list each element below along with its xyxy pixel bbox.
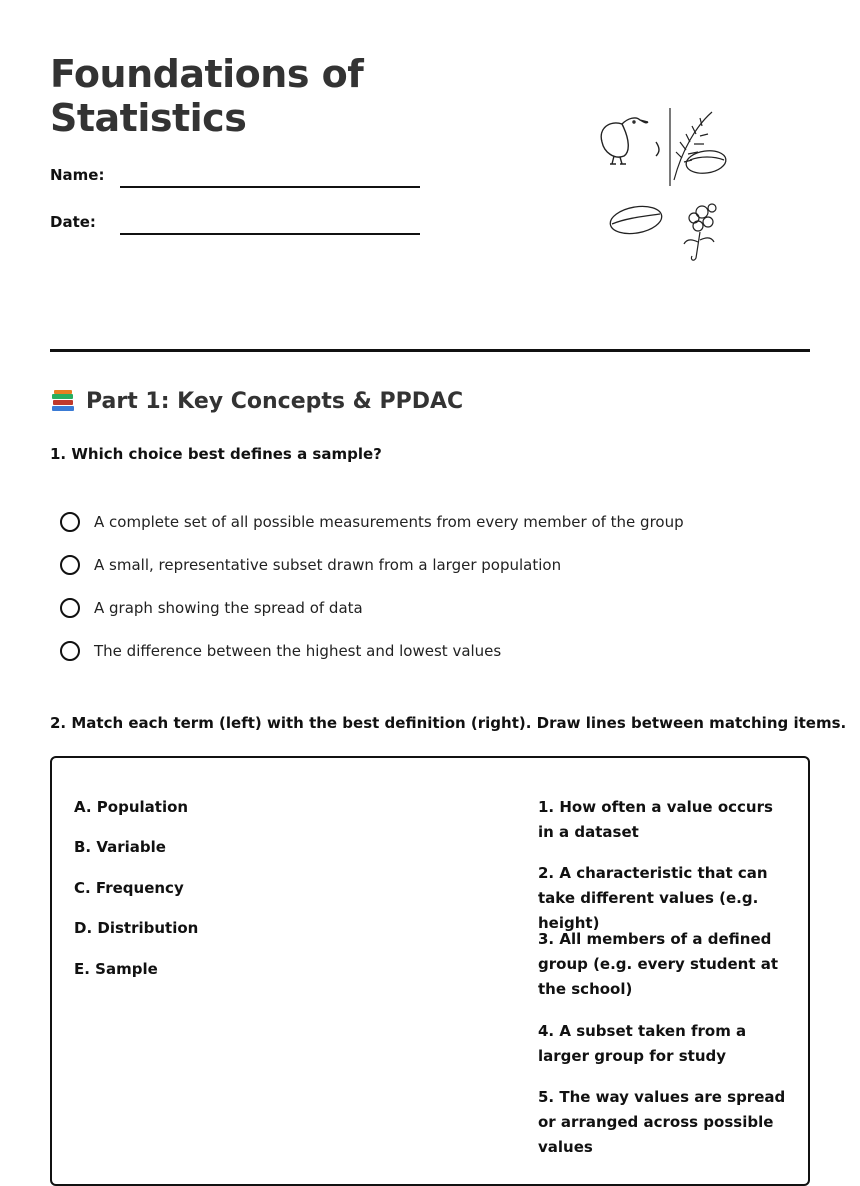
- match-definition[interactable]: 2. A characteristic that can take different values (e.g. height): [538, 864, 768, 932]
- rugby-ball-icon: [685, 148, 728, 175]
- kiwi-bird-icon: [601, 118, 659, 164]
- radio-button[interactable]: [60, 641, 80, 661]
- match-term[interactable]: C. Frequency: [74, 879, 184, 897]
- rugby-ball-icon: [608, 203, 664, 238]
- books-icon: [50, 388, 76, 414]
- match-definition[interactable]: 5. The way values are spread or arranged across possible values: [538, 1088, 786, 1156]
- match-term[interactable]: A. Population: [74, 798, 189, 816]
- name-field[interactable]: [120, 186, 420, 188]
- q1-option-label: A small, representative subset drawn from a larger population: [94, 556, 562, 574]
- fern-leaf-icon: [670, 108, 712, 186]
- section-divider: [50, 349, 810, 352]
- page-title: Foundations of Statistics: [50, 52, 364, 140]
- q1-option[interactable]: [60, 598, 363, 618]
- match-term[interactable]: B. Variable: [74, 838, 166, 856]
- radio-button[interactable]: [60, 555, 80, 575]
- radio-button[interactable]: [60, 598, 80, 618]
- matching-box[interactable]: [50, 756, 810, 1186]
- part1-heading: [50, 388, 463, 414]
- question-1: 1. Which choice best defines a sample?: [50, 445, 382, 463]
- q1-option[interactable]: [60, 641, 501, 661]
- part1-heading-text: Part 1: Key Concepts & PPDAC: [86, 388, 464, 414]
- q1-option[interactable]: [60, 555, 561, 575]
- match-definition[interactable]: 4. A subset taken from a larger group for study: [538, 1022, 747, 1065]
- flower-icon: [684, 204, 716, 260]
- q1-option[interactable]: [60, 512, 684, 532]
- match-definition[interactable]: 1. How often a value occurs in a dataset: [538, 798, 773, 841]
- match-term[interactable]: E. Sample: [74, 960, 158, 978]
- match-term[interactable]: D. Distribution: [74, 919, 199, 937]
- match-definition[interactable]: 3. All members of a defined group (e.g. every student at the school): [538, 930, 779, 998]
- date-label: Date:: [50, 213, 96, 231]
- question-2: 2. Match each term (left) with the best definition (right). Draw lines between matching items.: [50, 714, 847, 732]
- nz-illustration: [590, 100, 740, 270]
- date-field[interactable]: [120, 233, 420, 235]
- radio-button[interactable]: [60, 512, 80, 532]
- q1-option-label: A graph showing the spread of data: [94, 599, 363, 617]
- q1-option-label: A complete set of all possible measurements from every member of the group: [94, 513, 684, 531]
- q1-option-label: The difference between the highest and lowest values: [94, 642, 502, 660]
- name-label: Name:: [50, 166, 105, 184]
